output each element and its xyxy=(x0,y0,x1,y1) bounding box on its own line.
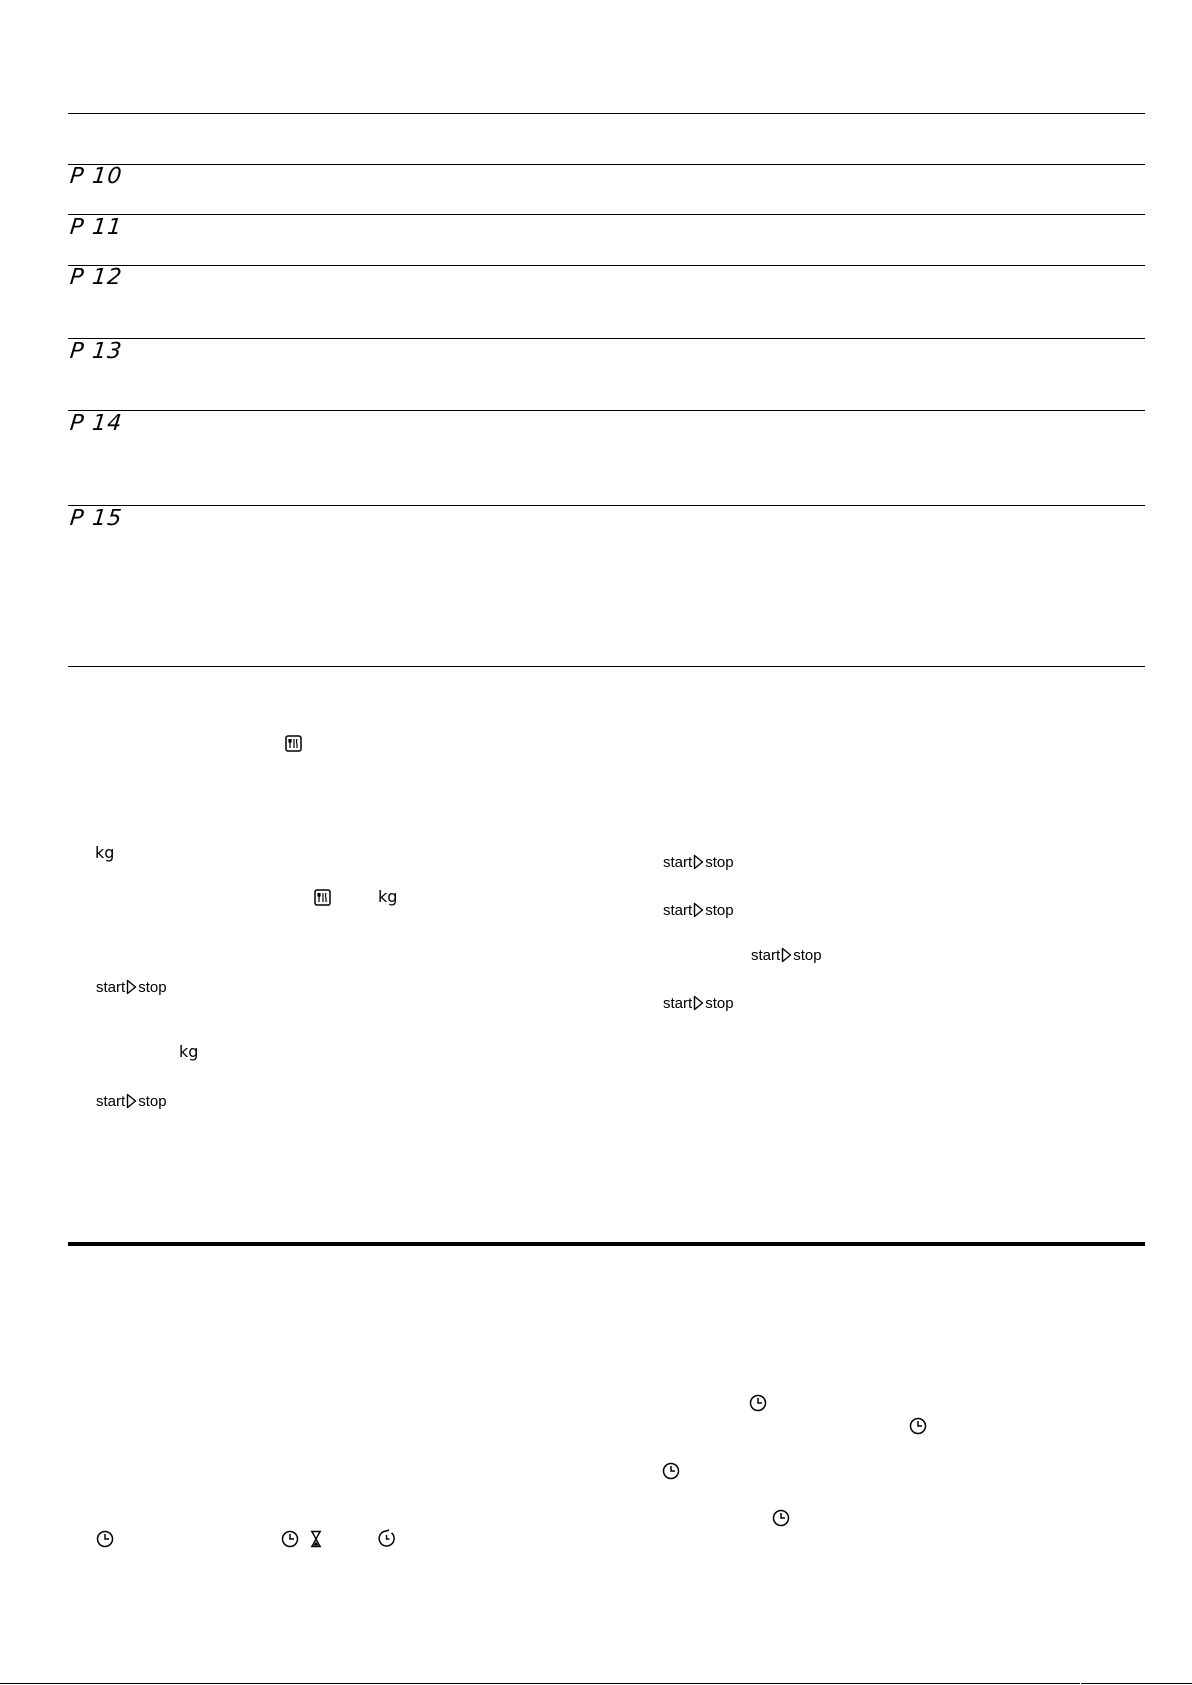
start-stop-label xyxy=(96,979,167,995)
play-triangle-icon xyxy=(126,1093,137,1109)
table-rule xyxy=(68,214,1145,215)
kg-unit-label: kg xyxy=(95,843,115,862)
table-rule xyxy=(68,265,1145,266)
start-text: start xyxy=(663,853,693,871)
kg-unit-label: kg xyxy=(378,887,398,906)
program-code: P 12 xyxy=(68,265,124,290)
program-code: P 10 xyxy=(68,164,124,189)
meal-cutlery-icon xyxy=(314,889,331,906)
play-triangle-icon xyxy=(693,902,704,918)
play-triangle-icon xyxy=(693,995,704,1011)
table-top-rule xyxy=(68,113,1145,114)
table-rule xyxy=(68,505,1145,506)
stop-text: stop xyxy=(705,901,734,919)
page-bottom-rule xyxy=(1081,1683,1192,1684)
section-separator xyxy=(68,1242,1145,1246)
stop-text: stop xyxy=(705,994,734,1012)
start-stop-label xyxy=(663,854,734,870)
timer-icon xyxy=(377,1529,396,1548)
program-code: P 14 xyxy=(68,411,124,436)
program-code: P 13 xyxy=(68,339,124,364)
start-stop-label xyxy=(663,902,734,918)
start-text: start xyxy=(751,946,781,964)
page-bottom-rule xyxy=(0,1683,1080,1684)
clock-icon xyxy=(662,1462,680,1480)
clock-icon xyxy=(772,1509,790,1527)
start-stop-label xyxy=(663,995,734,1011)
stop-text: stop xyxy=(138,1092,167,1110)
play-triangle-icon xyxy=(693,854,704,870)
clock-icon xyxy=(96,1530,114,1548)
start-text: start xyxy=(96,1092,126,1110)
table-bottom-rule xyxy=(68,666,1145,667)
stop-text: stop xyxy=(793,946,822,964)
meal-cutlery-icon xyxy=(285,735,302,752)
kg-unit-label: kg xyxy=(179,1042,199,1061)
start-text: start xyxy=(663,901,693,919)
program-code: P 15 xyxy=(68,506,124,531)
stop-text: stop xyxy=(138,978,167,996)
hourglass-icon xyxy=(309,1530,323,1548)
start-text: start xyxy=(96,978,126,996)
start-stop-label xyxy=(751,947,822,963)
table-rule xyxy=(68,164,1145,165)
program-code: P 11 xyxy=(68,215,124,240)
table-rule xyxy=(68,338,1145,339)
table-rule xyxy=(68,410,1145,411)
stop-text: stop xyxy=(705,853,734,871)
clock-icon xyxy=(281,1530,299,1548)
start-stop-label xyxy=(96,1093,167,1109)
play-triangle-icon xyxy=(126,979,137,995)
play-triangle-icon xyxy=(781,947,792,963)
start-text: start xyxy=(663,994,693,1012)
clock-icon xyxy=(909,1417,927,1435)
clock-icon xyxy=(749,1394,767,1412)
